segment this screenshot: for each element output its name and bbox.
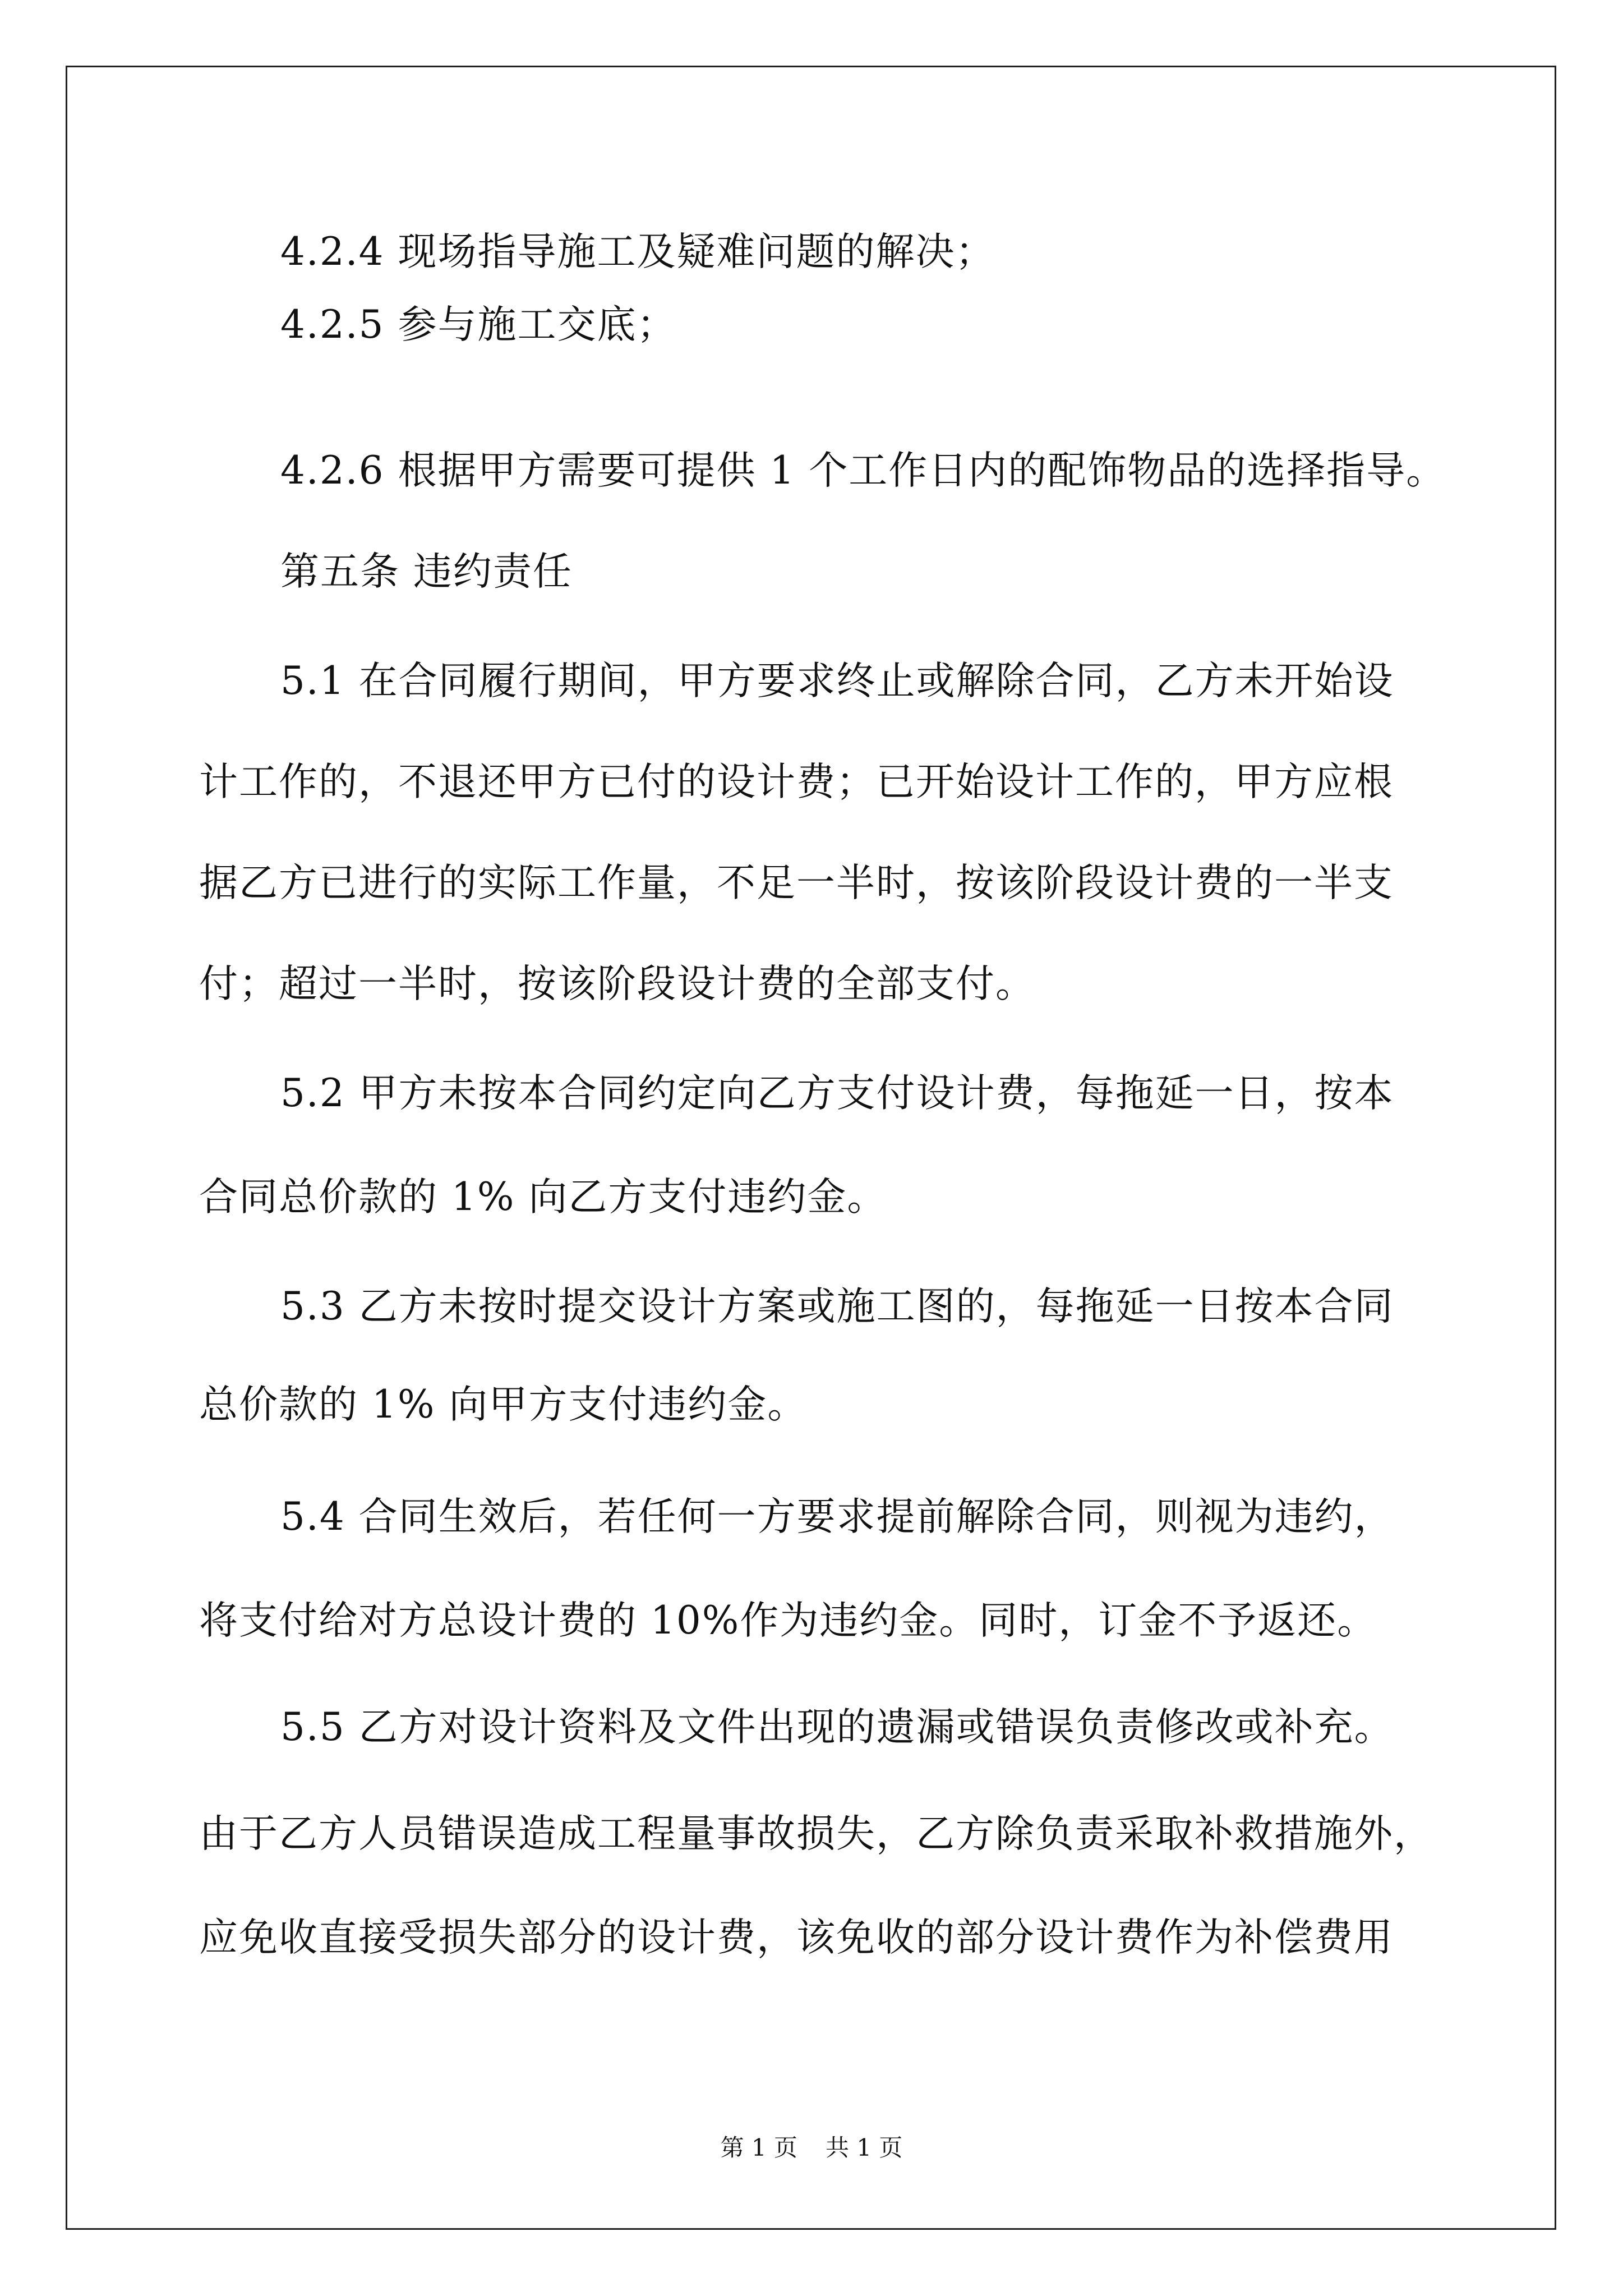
page-footer [0, 2136, 1623, 2160]
page-number: 第 1 页 [720, 2134, 797, 2161]
clause-5-1-line-1: 5.1 在合同履行期间，甲方要求终止或解除合同，乙方未开始设 [280, 659, 1394, 703]
clause-4-2-6: 4.2.6 根据甲方需要可提供 1 个工作日内的配饰物品的选择指导。 [280, 448, 1446, 493]
clause-5-2-line-1: 5.2 甲方未按本合同约定向乙方支付设计费，每拖延一日，按本 [280, 1071, 1394, 1116]
clause-5-4-line-2: 将支付给对方总设计费的 10%作为违约金。同时，订金不予返还。 [199, 1598, 1377, 1643]
page-total: 共 1 页 [826, 2134, 903, 2161]
clause-5-5-line-1: 5.5 乙方对设计资料及文件出现的遗漏或错误负责修改或补充。 [280, 1705, 1394, 1750]
clause-4-2-5: 4.2.5 参与施工交底； [280, 302, 677, 347]
clause-5-3-line-2: 总价款的 1% 向甲方支付违约金。 [199, 1382, 808, 1427]
clause-5-1-line-4: 付；超过一半时，按该阶段设计费的全部支付。 [199, 961, 1035, 1006]
clause-5-4-line-1: 5.4 合同生效后，若任何一方要求提前解除合同，则视为违约， [280, 1494, 1394, 1539]
clause-5-2-line-2: 合同总价款的 1% 向乙方支付违约金。 [199, 1175, 887, 1220]
section-heading-article-5: 第五条 违约责任 [280, 549, 573, 594]
clause-5-3-line-1: 5.3 乙方未按时提交设计方案或施工图的，每拖延一日按本合同 [280, 1284, 1394, 1329]
clause-5-5-line-3: 应免收直接受损失部分的设计费，该免收的部分设计费作为补偿费用 [199, 1915, 1394, 1960]
page-border [66, 66, 1556, 2230]
clause-5-5-line-2: 由于乙方人员错误造成工程量事故损失，乙方除负责采取补救措施外， [199, 1811, 1433, 1856]
clause-5-1-line-3: 据乙方已进行的实际工作量，不足一半时，按该阶段设计费的一半支 [199, 861, 1394, 905]
clause-4-2-4: 4.2.4 现场指导施工及疑难问题的解决； [280, 229, 995, 274]
clause-5-1-line-2: 计工作的，不退还甲方已付的设计费；已开始设计工作的，甲方应根 [199, 760, 1394, 804]
